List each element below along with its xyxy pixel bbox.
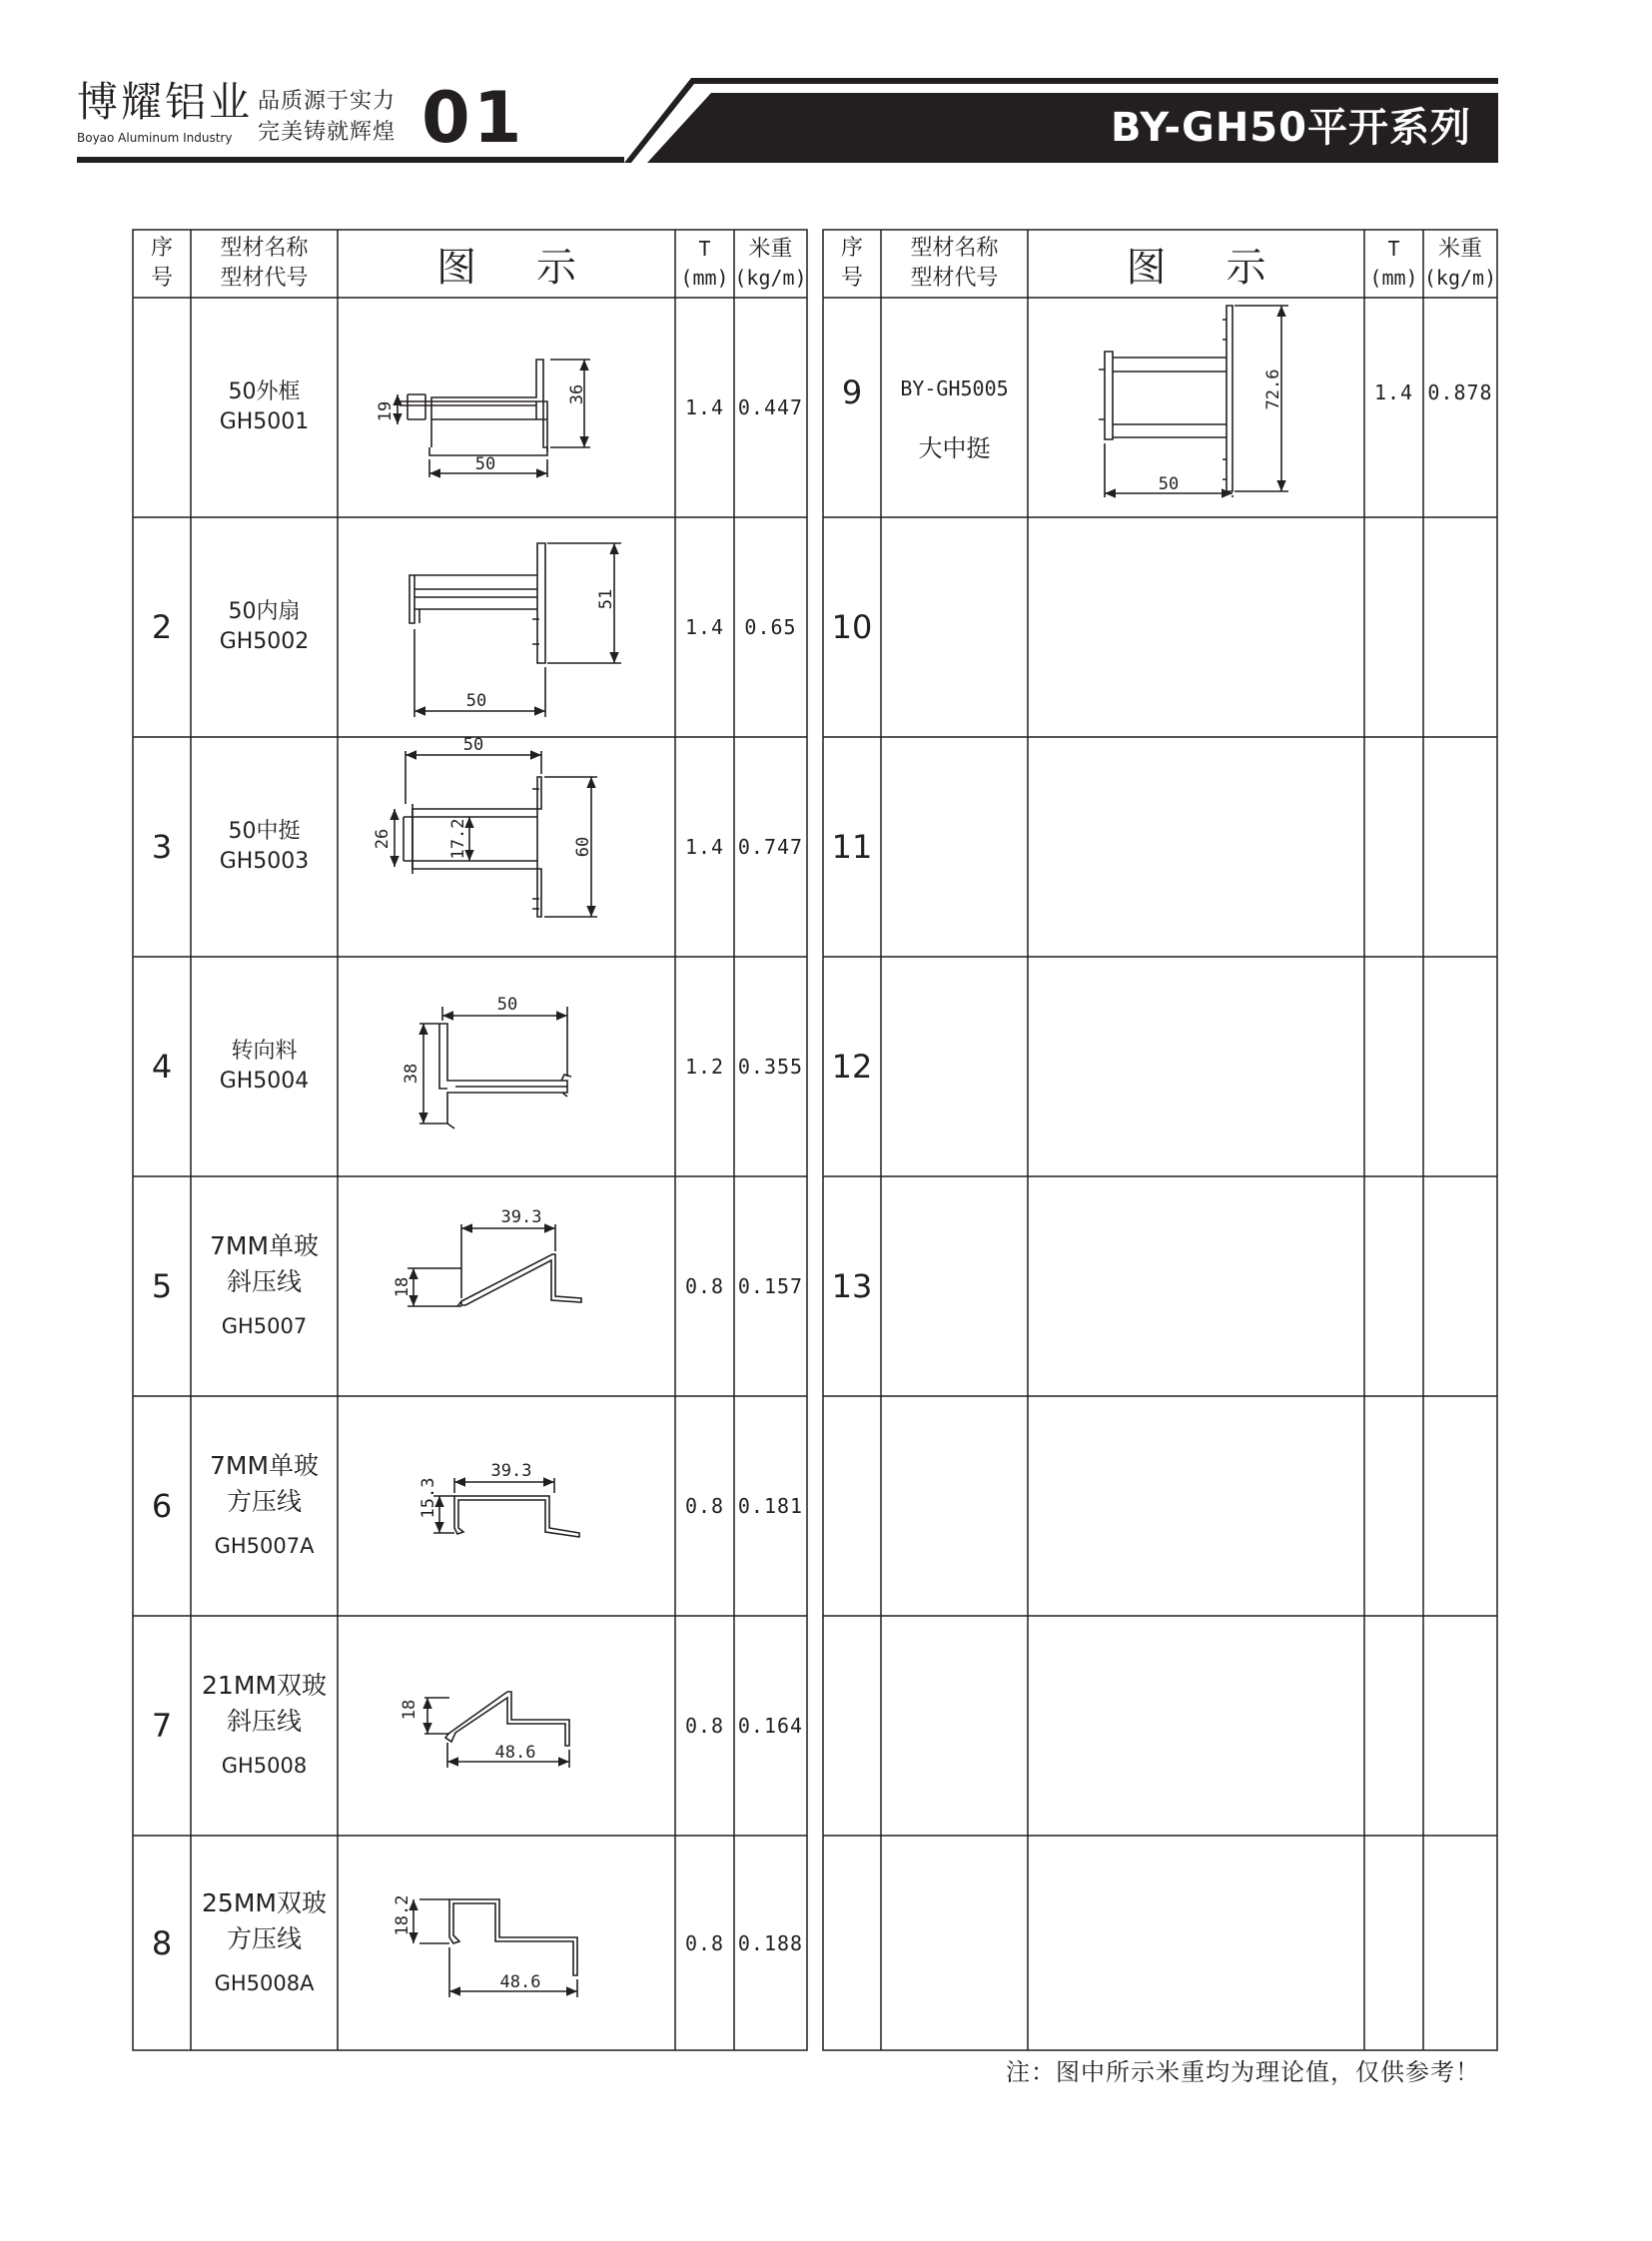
profile-code: GH5008A	[214, 1970, 315, 1995]
header-w-line1: 米重	[1437, 237, 1482, 262]
header-figure-right: 图示	[1126, 244, 1326, 291]
brand-name-en: Boyao Aluminum Industry	[77, 131, 233, 145]
header-t-line2: (mm)	[1369, 266, 1418, 290]
series-title: BY-GH50平开系列	[1111, 105, 1471, 151]
dim-label: 38	[402, 1063, 421, 1085]
profile-name: 50中挺	[228, 819, 301, 844]
row-seq: 10	[831, 608, 873, 646]
profile-code: GH5004	[219, 1069, 310, 1094]
profile-name: BY-GH5005	[900, 376, 1009, 400]
header-w-line2: (kg/m)	[1423, 266, 1497, 290]
dim-label: 19	[376, 400, 396, 422]
row-seq: 12	[831, 1048, 873, 1086]
profile-name: 50外框	[228, 379, 301, 404]
dim-label: 39.3	[490, 1461, 532, 1481]
row-seq: 9	[841, 374, 863, 411]
profile-code: GH5008	[221, 1754, 308, 1778]
dim-label: 39.3	[500, 1207, 542, 1227]
row-seq: 13	[831, 1267, 873, 1305]
row-thickness: 1.4	[684, 835, 725, 859]
profile-drawing-gh5007a	[433, 1478, 579, 1537]
header-seq-line1: 序	[840, 236, 863, 261]
profile-drawing-gh5007	[408, 1224, 581, 1306]
dim-label: 18.2	[393, 1894, 413, 1936]
dim-label: 17.2	[448, 818, 468, 860]
row-weight: 0.878	[1427, 380, 1493, 404]
row-weight: 0.65	[744, 615, 797, 639]
profile-drawing-gh5004	[419, 1007, 571, 1128]
row-seq: 6	[151, 1487, 173, 1525]
dim-label: 51	[596, 588, 616, 610]
dim-label: 48.6	[494, 1743, 536, 1763]
row-seq: 11	[831, 828, 873, 866]
row-weight: 0.181	[737, 1494, 804, 1518]
dim-label: 15.3	[418, 1477, 438, 1519]
slogan-line-2: 完美铸就辉煌	[258, 120, 397, 145]
dim-label: 50	[474, 454, 496, 474]
header-name-line2: 型材代号	[910, 266, 999, 291]
dim-label: 60	[573, 836, 593, 858]
footnote: 注：图中所示米重均为理论值，仅供参考！	[1006, 2058, 1480, 2086]
row-seq: 5	[151, 1267, 173, 1305]
row-seq: 7	[151, 1707, 173, 1745]
header-name-line2: 型材代号	[220, 266, 309, 291]
profile-name: 转向料	[231, 1039, 298, 1064]
dim-label: 48.6	[499, 1972, 541, 1992]
row-weight: 0.355	[737, 1055, 804, 1079]
profile-drawing-gh5005	[1099, 306, 1288, 497]
slogan-line-1: 品质源于实力	[258, 89, 397, 114]
row-seq: 3	[151, 828, 173, 866]
profile-code: 大中挺	[918, 434, 991, 462]
profile-name: 21MM双玻 斜压线	[202, 1671, 327, 1736]
row-thickness: 0.8	[684, 1494, 725, 1518]
profile-name: 7MM单玻 斜压线	[209, 1231, 320, 1296]
profile-code: GH5001	[219, 409, 310, 434]
row-thickness: 1.4	[684, 395, 725, 419]
header-figure: 图示	[436, 244, 636, 291]
row-thickness: 0.8	[684, 1274, 725, 1298]
profile-code: GH5007A	[214, 1534, 315, 1558]
profile-name: 7MM单玻 方压线	[209, 1451, 320, 1516]
row-thickness: 0.8	[684, 1930, 725, 1955]
row-weight: 0.188	[737, 1930, 804, 1955]
row-seq: 2	[151, 608, 173, 646]
row-weight: 0.747	[737, 835, 804, 859]
row-seq: 8	[151, 1923, 173, 1962]
header-name-line1: 型材名称	[910, 236, 999, 261]
profile-code: GH5002	[219, 629, 310, 654]
header-w-line2: (kg/m)	[734, 266, 807, 290]
header-seq-line1: 序	[150, 236, 173, 261]
row-thickness: 1.2	[684, 1055, 725, 1079]
dim-label: 36	[567, 383, 587, 405]
profile-drawing-gh5002	[410, 543, 621, 717]
page-number: 01	[421, 77, 525, 159]
header-t-line1: T	[698, 237, 711, 261]
header-seq-line2: 号	[840, 266, 863, 291]
profile-name: 25MM双玻 方压线	[202, 1887, 327, 1953]
profile-name: 50内扇	[228, 599, 301, 624]
dim-label: 18	[393, 1276, 413, 1298]
profile-drawing-gh5003	[395, 751, 597, 917]
brand-name-cn: 博耀铝业	[77, 78, 253, 126]
dim-label: 50	[1158, 474, 1180, 494]
header-w-line1: 米重	[748, 237, 793, 262]
profile-drawing-gh5008a	[413, 1899, 577, 1997]
profile-code: GH5007	[221, 1314, 308, 1338]
profile-code: GH5003	[219, 849, 310, 874]
row-weight: 0.157	[737, 1274, 804, 1298]
dim-label: 26	[373, 828, 393, 850]
dim-label: 50	[462, 735, 484, 755]
row-seq: 4	[151, 1048, 173, 1086]
header-name-line1: 型材名称	[220, 236, 309, 261]
header-seq-line2: 号	[150, 266, 173, 291]
row-thickness: 1.4	[1373, 380, 1414, 404]
row-thickness: 1.4	[684, 615, 725, 639]
header-t-line1: T	[1387, 237, 1400, 261]
dim-label: 18	[400, 1699, 419, 1721]
header-t-line2: (mm)	[680, 266, 729, 290]
dim-label: 50	[496, 995, 518, 1015]
dim-label: 50	[465, 691, 487, 711]
row-weight: 0.447	[737, 395, 804, 419]
row-weight: 0.164	[737, 1714, 804, 1738]
dim-label: 72.6	[1263, 369, 1283, 410]
row-thickness: 0.8	[684, 1714, 725, 1738]
